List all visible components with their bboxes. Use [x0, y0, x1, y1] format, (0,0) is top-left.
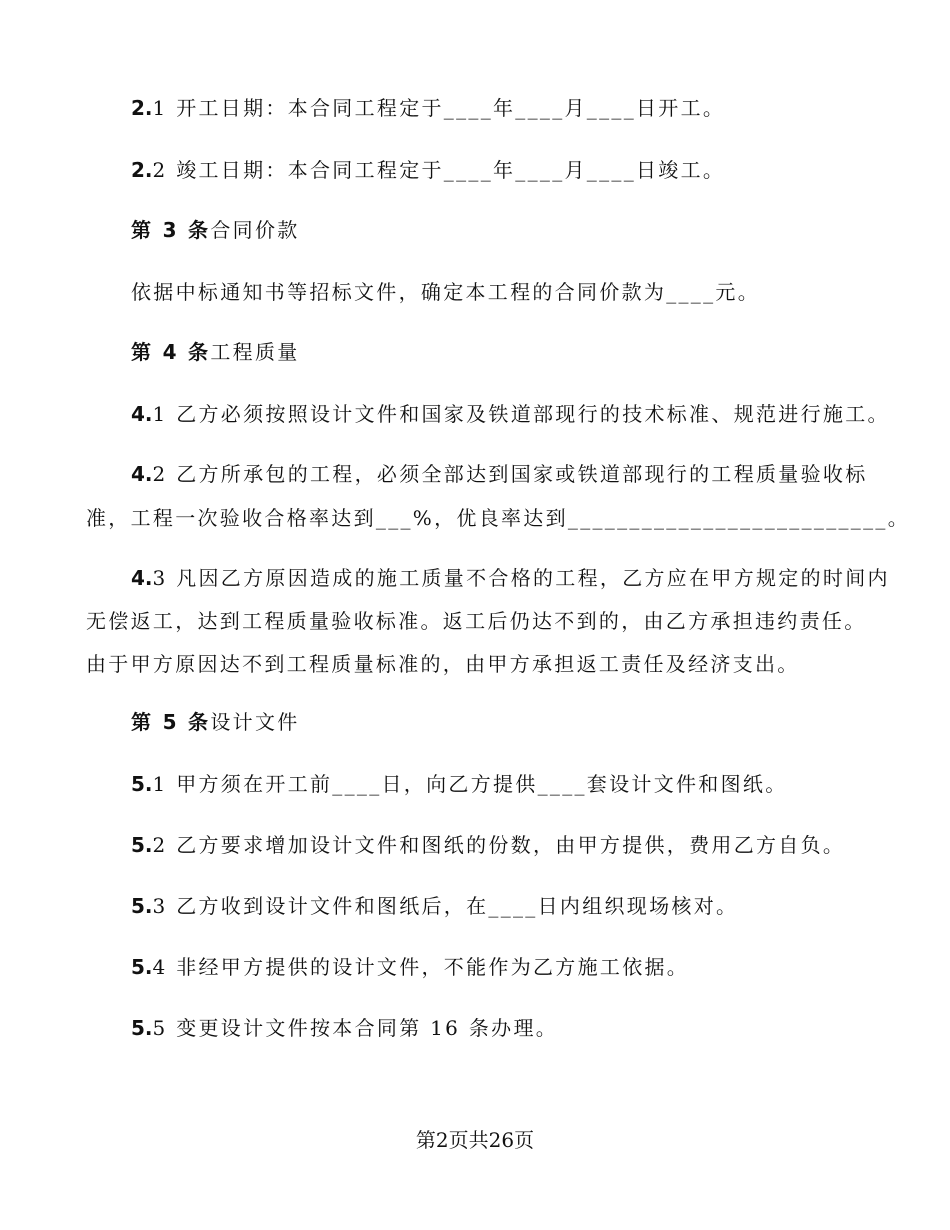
clause-number: 5. — [131, 955, 153, 979]
clause-number: 5. — [131, 894, 153, 918]
clause-4-1 — [131, 400, 890, 428]
article-number: 第 4 条 — [131, 340, 211, 364]
article-title: 设计文件 — [210, 710, 300, 734]
clause-number: 4. — [131, 566, 153, 590]
clause-5-1 — [131, 770, 788, 798]
article-4-heading — [131, 338, 300, 366]
clause-text: 2 乙方要求增加设计文件和图纸的份数，由甲方提供，费用乙方自负。 — [152, 833, 846, 857]
clause-number: 5. — [131, 1016, 153, 1040]
article-5-heading — [131, 708, 300, 736]
clause-text: 4 非经甲方提供的设计文件，不能作为乙方施工依据。 — [152, 955, 690, 979]
clause-text: 3 凡因乙方原因造成的施工质量不合格的工程，乙方应在甲方规定的时间内 — [152, 566, 890, 590]
clause-text: 1 开工日期：本合同工程定于____年____月____日开工。 — [152, 96, 726, 120]
clause-4-3-line1 — [131, 564, 890, 592]
clause-5-4 — [131, 953, 689, 981]
clause-number: 2. — [131, 96, 153, 120]
clause-2-2 — [131, 156, 725, 184]
page-number-footer: 第2页共26页 — [415, 1128, 535, 1152]
clause-number: 4. — [131, 402, 153, 426]
clause-number: 5. — [131, 772, 153, 796]
clause-text: 1 甲方须在开工前____日，向乙方提供____套设计文件和图纸。 — [152, 772, 788, 796]
article-number: 第 3 条 — [131, 218, 211, 242]
clause-4-2-line1 — [131, 460, 868, 488]
clause-text: 5 变更设计文件按本合同第 16 条办理。 — [152, 1016, 559, 1040]
clause-text: 2 竣工日期：本合同工程定于____年____月____日竣工。 — [152, 158, 726, 182]
clause-text: 依据中标通知书等招标文件，确定本工程的合同价款为____元。 — [131, 280, 760, 304]
clause-5-2 — [131, 831, 845, 859]
clause-5-5 — [131, 1014, 558, 1042]
clause-4-3-line2 — [86, 607, 867, 635]
clause-2-1 — [131, 94, 725, 122]
clause-number: 2. — [131, 158, 153, 182]
article-3-heading — [131, 216, 300, 244]
article-title: 合同价款 — [210, 218, 300, 242]
clause-number: 5. — [131, 833, 153, 857]
clause-text: 1 乙方必须按照设计文件和国家及铁道部现行的技术标准、规范进行施工。 — [152, 402, 890, 426]
clause-5-3 — [131, 892, 738, 920]
article-number: 第 5 条 — [131, 710, 211, 734]
clause-number: 4. — [131, 462, 153, 486]
clause-4-3-line3 — [86, 650, 800, 678]
article-title: 工程质量 — [210, 340, 300, 364]
clause-4-2-line2 — [86, 504, 910, 532]
clause-text: 2 乙方所承包的工程，必须全部达到国家或铁道部现行的工程质量验收标 — [152, 462, 868, 486]
article-3-body — [131, 278, 760, 306]
clause-text: 3 乙方收到设计文件和图纸后，在____日内组织现场核对。 — [152, 894, 739, 918]
clause-text: 准，工程一次验收合格率达到___%，优良率达到__________________________。 — [86, 506, 911, 530]
clause-text: 无偿返工，达到工程质量验收标准。返工后仍达不到的，由乙方承担违约责任。 — [86, 609, 867, 633]
clause-text: 由于甲方原因达不到工程质量标准的，由甲方承担返工责任及经济支出。 — [86, 652, 800, 676]
